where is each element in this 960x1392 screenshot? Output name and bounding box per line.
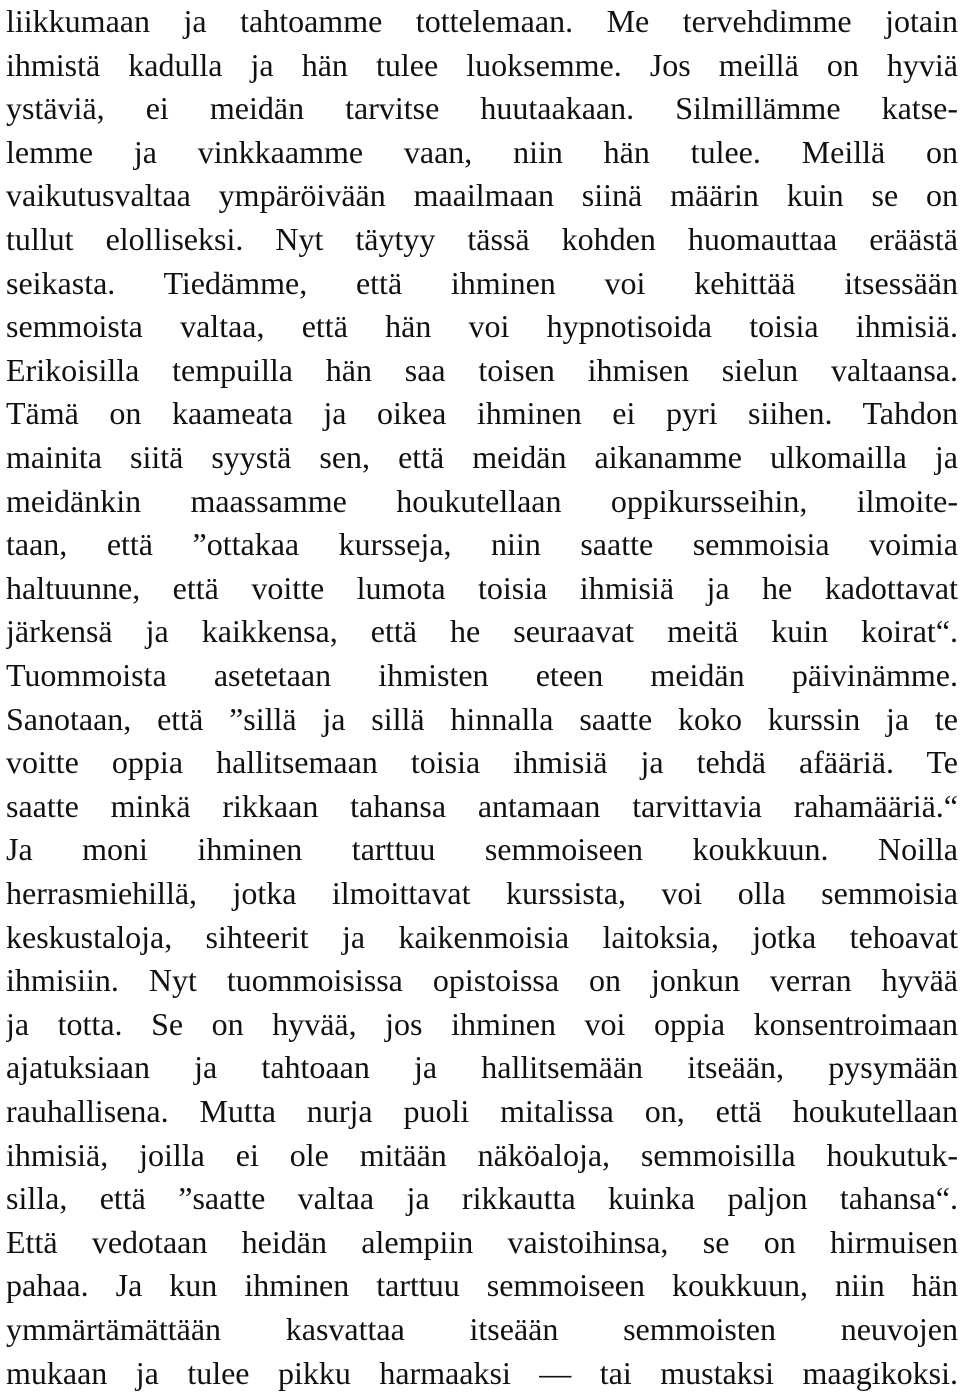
text-line-27: ihmisiä, joilla ei ole mitään näköaloja, semmoisilla houkutuk- — [6, 1136, 958, 1173]
text-line-7: seikasta. Tiedämme, että ihminen voi kehittää itsessään — [6, 264, 958, 301]
text-line-12: meidänkin maassamme houkutellaan oppikursseihin, ilmoite- — [6, 482, 958, 519]
text-line-9: Erikoisilla tempuilla hän saa toisen ihmisen sielun valtaansa. — [6, 351, 958, 388]
text-line-10: Tämä on kaameata ja oikea ihminen ei pyri siihen. Tahdon — [6, 395, 958, 432]
text-line-15: järkensä ja kaikkensa, että he seuraavat meitä kuin koirat“. — [6, 613, 958, 650]
text-line-16: Tuommoista asetetaan ihmisten eteen meidän päivinämme. — [6, 657, 958, 693]
text-line-32: mukaan ja tulee pikku harmaaksi — tai mustaksi maagikoksi. — [6, 1354, 958, 1391]
text-line-25: ajatuksiaan ja tahtoaan ja hallitsemään itseään, pysymään — [6, 1049, 958, 1086]
text-line-30: pahaa. Ja kun ihminen tarttuu semmoiseen koukkuun, niin hän — [6, 1267, 958, 1304]
text-line-3: ystäviä, ei meidän tarvitse huutaakaan. Silmillämme katse- — [6, 90, 958, 127]
text-line-2: ihmistä kadulla ja hän tulee luoksemme. Jos meillä on hyviä — [6, 46, 958, 83]
text-line-8: semmoista valtaa, että hän voi hypnotisoida toisia ihmisiä. — [6, 308, 958, 345]
text-line-18: voitte oppia hallitsemaan toisia ihmisiä ja tehdä afääriä. Te — [6, 744, 958, 781]
text-line-5: vaikutusvaltaa ympäröivään maailmaan siinä määrin kuin se on — [6, 177, 958, 214]
text-line-6: tullut elolliseksi. Nyt täytyy tässä kohden huomauttaa eräästä — [6, 221, 958, 257]
text-line-11: mainita siitä syystä sen, että meidän aikanamme ulkomailla ja — [6, 439, 958, 475]
text-line-23: ihmisiin. Nyt tuommoisissa opistoissa on jonkun verran hyvää — [6, 962, 958, 999]
text-line-29: Että vedotaan heidän alempiin vaistoihinsa, se on hirmuisen — [6, 1223, 958, 1260]
text-line-24: ja totta. Se on hyvää, jos ihminen voi oppia konsentroimaan — [6, 1005, 958, 1042]
text-line-31: ymmärtämättään kasvattaa itseään semmoisten neuvojen — [6, 1311, 958, 1347]
text-line-13: taan, että ”ottakaa kursseja, niin saatte semmoisia voimia — [6, 526, 958, 563]
text-line-26: rauhallisena. Mutta nurja puoli mitalissa on, että houkutellaan — [6, 1093, 958, 1129]
text-line-17: Sanotaan, että ”sillä ja sillä hinnalla saatte koko kurssin ja te — [6, 700, 958, 737]
document-page — [6, 0, 958, 1392]
text-line-21: herrasmiehillä, jotka ilmoittavat kurssista, voi olla semmoisia — [6, 875, 958, 911]
text-line-4: lemme ja vinkkaamme vaan, niin hän tulee. Meillä on — [6, 133, 958, 170]
text-line-1: liikkumaan ja tahtoamme tottelemaan. Me tervehdimme jotain — [6, 3, 958, 39]
text-line-22: keskustaloja, sihteerit ja kaikenmoisia laitoksia, jotka tehoavat — [6, 918, 958, 955]
text-line-20: Ja moni ihminen tarttuu semmoiseen koukkuun. Noilla — [6, 831, 958, 868]
text-line-14: haltuunne, että voitte lumota toisia ihmisiä ja he kadottavat — [6, 569, 958, 606]
text-line-19: saatte minkä rikkaan tahansa antamaan tarvittavia rahamääriä.“ — [6, 787, 958, 824]
text-line-28: silla, että ”saatte valtaa ja rikkautta kuinka paljon tahansa“. — [6, 1180, 958, 1217]
